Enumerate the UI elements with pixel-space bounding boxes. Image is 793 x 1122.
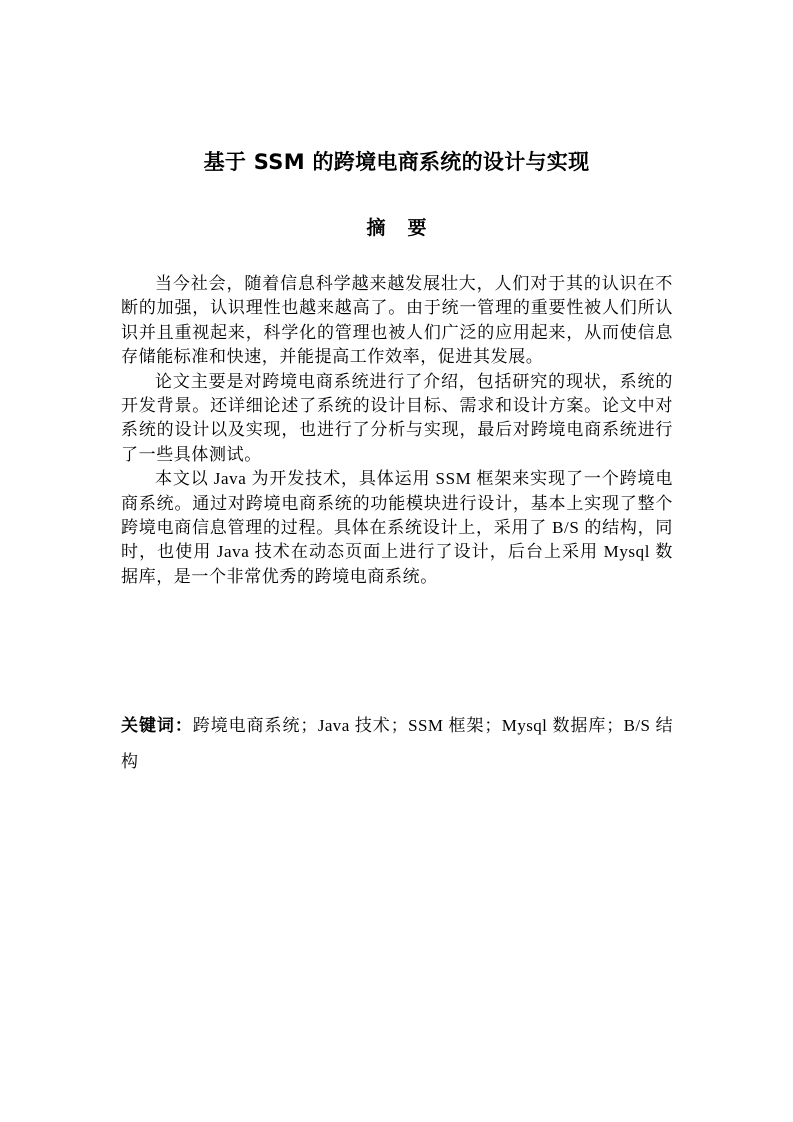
abstract-heading-char-1: 摘 <box>366 217 386 239</box>
keywords-text: 跨境电商系统；Java 技术；SSM 框架；Mysql 数据库；B/S 结构 <box>121 716 673 771</box>
abstract-paragraph-3: 本文以 Java 为开发技术，具体运用 SSM 框架来实现了一个跨境电商系统。通过对跨境电商系统的功能模块进行设计，基本上实现了整个跨境电商信息管理的过程。具体在系统设计上，采用了 B/S 的结构，同时，也使用 Java 技术在动态页面上进行了设计，后台上采用 Mysql 数据库，是一个非常优秀的跨境电商系统。 <box>121 469 673 586</box>
keywords-line <box>121 708 673 780</box>
document-title: 基于 SSM 的跨境电商系统的设计与实现 <box>203 150 590 174</box>
abstract-paragraph-1: 当今社会，随着信息科学越来越发展壮大，人们对于其的认识在不断的加强，认识理性也越来越高了。由于统一管理的重要性被人们所认识并且重视起来，科学化的管理也被人们广泛的应用起来，从而使信息存储能标准和快速，并能提高工作效率，促进其发展。 <box>121 274 673 367</box>
abstract-paragraph-2: 论文主要是对跨境电商系统进行了介绍，包括研究的现状，系统的开发背景。还详细论述了系统的设计目标、需求和设计方案。论文中对系统的设计以及实现，也进行了分析与实现，最后对跨境电商系统进行了一些具体测试。 <box>121 371 673 464</box>
abstract-body <box>121 272 673 589</box>
abstract-heading-char-2: 要 <box>407 217 427 239</box>
keywords-label: 关键词： <box>121 716 193 736</box>
abstract-heading <box>0 214 793 242</box>
